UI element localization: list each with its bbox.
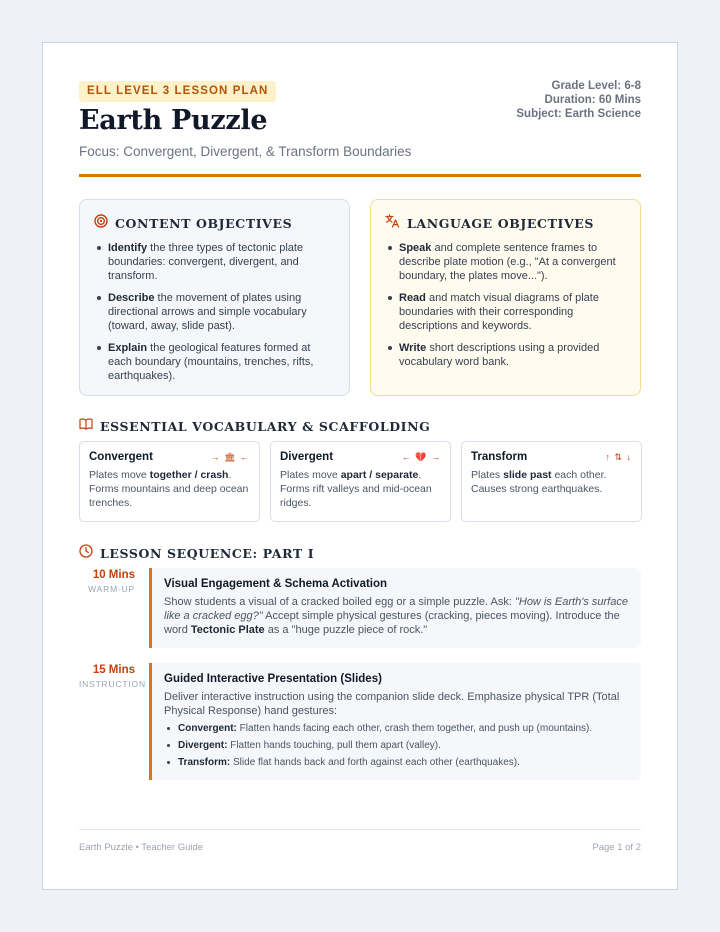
- duration: Duration: 60 Mins: [544, 94, 641, 106]
- step-phase: INSTRUCTION: [79, 679, 146, 689]
- vocab-term: Convergent: [89, 451, 153, 463]
- step-title: Guided Interactive Presentation (Slides): [164, 673, 382, 685]
- step-card-warmup: [149, 568, 641, 648]
- vocabulary-section-header: [79, 417, 430, 435]
- target-icon: [94, 214, 108, 233]
- step-title: Visual Engagement & Schema Activation: [164, 578, 388, 590]
- header-divider: [79, 174, 641, 177]
- clock-icon: [79, 544, 93, 563]
- grade-level: Grade Level: 6-8: [551, 80, 641, 92]
- translate-icon: [385, 214, 400, 233]
- book-icon: [79, 417, 93, 435]
- vocab-card-transform: [461, 441, 642, 522]
- vocab-term: Transform: [471, 451, 528, 463]
- step-time: 10 Mins: [92, 569, 135, 581]
- sequence-heading: LESSON SEQUENCE: PART I: [100, 546, 315, 561]
- subject: Subject: Earth Science: [516, 108, 641, 120]
- content-objective-item: Identify the three types of tectonic plate boundaries: convergent, divergent, and transform.: [94, 241, 335, 283]
- lesson-plan-page: [42, 42, 678, 890]
- lesson-meta: [516, 79, 641, 121]
- vocab-definition: Plates move apart / separate. Forms rift valleys and mid-ocean ridges.: [280, 469, 432, 509]
- gesture-item: Convergent: Flatten hands facing each other, crash them together, and push up (mountains).: [164, 722, 629, 735]
- vocabulary-heading: ESSENTIAL VOCABULARY & SCAFFOLDING: [100, 418, 431, 434]
- sequence-section-header: [79, 544, 314, 563]
- footer-title: Earth Puzzle • Teacher Guide: [79, 842, 204, 853]
- footer-divider: [79, 829, 641, 830]
- language-objective-item: Speak and complete sentence frames to describe plate motion (e.g., "At a convergent boundary, the plates move...").: [385, 241, 626, 283]
- step-description: Deliver interactive instruction using the companion slide deck. Emphasize physical TPR (Total Physical Response) hand gestures:: [164, 691, 620, 717]
- language-objectives-heading: LANGUAGE OBJECTIVES: [407, 216, 595, 231]
- vocab-card-convergent: [79, 441, 260, 522]
- level-badge: ELL LEVEL 3 LESSON PLAN: [79, 81, 276, 102]
- page-number: Page 1 of 2: [592, 842, 641, 853]
- vocab-term: Divergent: [280, 451, 334, 463]
- gesture-item: Transform: Slide flat hands back and forth against each other (earthquakes).: [164, 756, 629, 769]
- step-card-instruction: [149, 663, 641, 780]
- language-objective-item: Write short descriptions using a provided vocabulary word bank.: [385, 341, 626, 369]
- transform-arrows-icon: ↑ ⇅ ↓: [605, 451, 632, 462]
- page-title: Earth Puzzle: [79, 105, 268, 136]
- content-objective-item: Explain the geological features formed at each boundary (mountains, trenches, rifts, earthquakes).: [94, 341, 335, 383]
- step-label-warmup: [79, 569, 135, 594]
- converge-arrows-icon: → 🏛 ←: [210, 451, 250, 462]
- language-objectives-card: [370, 199, 641, 396]
- step-label-instruction: [79, 664, 146, 689]
- language-objective-item: Read and match visual diagrams of plate boundaries with their corresponding descriptions and keywords.: [385, 291, 626, 333]
- content-objectives-heading: CONTENT OBJECTIVES: [115, 216, 293, 231]
- vocab-definition: Plates slide past each other. Causes strong earthquakes.: [471, 469, 607, 495]
- diverge-arrows-icon: ← 💔 →: [401, 451, 441, 462]
- content-objectives-card: [79, 199, 350, 396]
- step-time: 15 Mins: [92, 664, 135, 676]
- content-objective-item: Describe the movement of plates using directional arrows and simple vocabulary (toward, away, slide past).: [94, 291, 335, 333]
- step-description: Show students a visual of a cracked boiled egg or a simple puzzle. Ask: "How is Earth's surface like a cracked egg?" Accept simple physical gestures (cracking, pieces moving). Introduce the word Tectonic Plate as a "huge puzzle piece of rock.": [164, 596, 628, 636]
- vocab-definition: Plates move together / crash. Forms mountains and deep ocean trenches.: [89, 469, 249, 509]
- vocab-card-divergent: [270, 441, 451, 522]
- focus-subtitle: Focus: Convergent, Divergent, & Transform Boundaries: [79, 144, 412, 159]
- gesture-item: Divergent: Flatten hands touching, pull them apart (valley).: [164, 739, 629, 752]
- step-phase: WARM-UP: [88, 584, 135, 594]
